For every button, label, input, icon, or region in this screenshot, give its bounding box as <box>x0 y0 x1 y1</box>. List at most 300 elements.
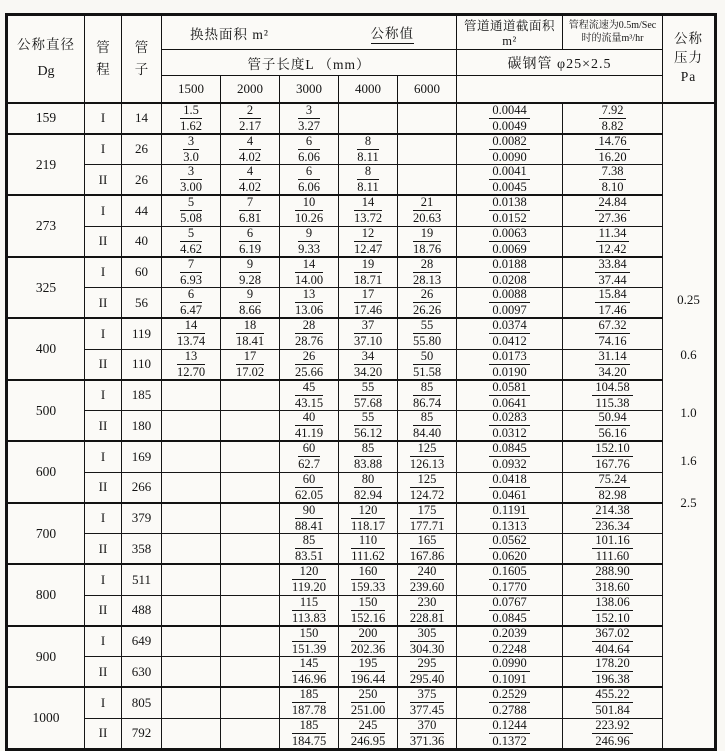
actual-number: 37.44 <box>598 272 627 287</box>
fraction-value <box>292 688 326 717</box>
actual-number: 113.83 <box>292 610 326 625</box>
fraction-value <box>292 627 326 656</box>
table-row-273-II <box>7 226 716 257</box>
fraction-value <box>592 381 632 410</box>
actual-number: 119.20 <box>292 580 326 595</box>
cell-area-3000 <box>280 657 339 688</box>
actual-number: 13.72 <box>353 211 383 226</box>
table-row-900-II <box>7 657 716 688</box>
actual-number: 28.13 <box>412 272 442 287</box>
actual-number: 0.0312 <box>492 426 527 441</box>
actual-number: 0.1770 <box>492 580 527 595</box>
cell-area-1500 <box>162 380 221 411</box>
nominal-number: 17 <box>236 350 264 365</box>
table-row-325-II <box>7 288 716 319</box>
actual-number: 83.88 <box>353 457 383 472</box>
actual-number: 1.62 <box>180 118 202 133</box>
actual-number: 51.58 <box>412 364 442 379</box>
fraction-value <box>413 227 441 256</box>
nominal-number: 6 <box>298 135 320 150</box>
nominal-number: 160 <box>351 565 385 580</box>
fraction-value <box>410 442 444 471</box>
actual-number: 2.17 <box>239 118 261 133</box>
cell-area-3000 <box>280 257 339 288</box>
actual-number: 6.06 <box>298 180 320 195</box>
cell-area-6000 <box>398 564 457 595</box>
fraction-value <box>239 104 261 133</box>
fraction-value <box>351 565 385 594</box>
header-channel-area: 管道通道截面积m² <box>457 15 563 50</box>
cell-channel-area <box>457 165 563 196</box>
fraction-value <box>599 165 627 194</box>
fraction-value <box>239 288 261 317</box>
fraction-value <box>292 596 326 625</box>
actual-number: 13.06 <box>294 303 324 318</box>
nominal-number: 120 <box>351 504 385 519</box>
pressure-label-line3: Pa <box>680 69 697 85</box>
actual-number: 5.08 <box>180 211 202 226</box>
cell-flow-rate <box>563 165 663 196</box>
actual-number: 151.39 <box>291 641 327 656</box>
table-row-700-I <box>7 503 716 534</box>
cell-area-4000 <box>339 657 398 688</box>
cell-diameter-900: 900 <box>7 626 85 688</box>
cell-area-4000 <box>339 257 398 288</box>
actual-number: 0.0097 <box>492 303 527 318</box>
nominal-number: 14 <box>354 196 382 211</box>
nominal-number: 14 <box>177 319 205 334</box>
table-row-700-II <box>7 534 716 565</box>
fraction-value <box>489 258 529 287</box>
fraction-value <box>489 473 529 502</box>
fraction-value <box>295 504 323 533</box>
fraction-value <box>354 473 382 502</box>
fraction-value <box>236 350 264 379</box>
cell-diameter-325: 325 <box>7 257 85 319</box>
nominal-number: 288.90 <box>592 565 632 580</box>
cell-area-2000 <box>221 534 280 565</box>
actual-number: 8.66 <box>239 303 261 318</box>
nominal-number: 90 <box>295 504 323 519</box>
cell-area-1500 <box>162 318 221 349</box>
cell-channel-area <box>457 288 563 319</box>
pressure-value-2.5: 2.5 <box>680 494 697 510</box>
fraction-value <box>183 135 199 164</box>
fraction-value <box>354 258 382 287</box>
fraction-value <box>413 381 441 410</box>
fraction-value <box>413 411 441 440</box>
actual-number: 146.96 <box>291 672 327 687</box>
actual-number: 0.0932 <box>492 457 527 472</box>
fraction-value <box>354 442 382 471</box>
heat-area-label: 换热面积 m² <box>190 26 269 42</box>
actual-number: 404.64 <box>595 641 630 656</box>
nominal-number: 0.0063 <box>489 227 529 242</box>
fraction-value <box>592 504 632 533</box>
actual-number: 4.62 <box>180 241 202 256</box>
fraction-value <box>489 381 529 410</box>
actual-number: 118.17 <box>351 518 385 533</box>
actual-number: 74.16 <box>598 334 627 349</box>
header-nominal-pressure <box>663 15 716 103</box>
nominal-number: 9 <box>239 258 261 273</box>
cell-area-2000 <box>221 103 280 134</box>
actual-number: 167.76 <box>595 457 630 472</box>
cell-area-6000 <box>398 718 457 749</box>
fraction-value <box>357 135 378 164</box>
actual-number: 0.0412 <box>492 334 527 349</box>
cell-area-1500 <box>162 165 221 196</box>
actual-number: 62.7 <box>298 457 320 472</box>
cell-flow-rate <box>563 226 663 257</box>
cell-area-2000 <box>221 134 280 165</box>
nominal-number: 8 <box>357 135 378 150</box>
cell-area-6000 <box>398 411 457 442</box>
header-nominal-diameter <box>7 15 85 103</box>
actual-number: 82.94 <box>353 487 383 502</box>
actual-number: 34.20 <box>598 364 627 379</box>
actual-number: 6.19 <box>239 241 261 256</box>
fraction-value <box>592 657 632 686</box>
fraction-value <box>351 688 385 717</box>
nominal-number: 28 <box>413 258 441 273</box>
actual-number: 126.13 <box>409 457 445 472</box>
cell-area-4000 <box>339 195 398 226</box>
actual-number: 377.45 <box>409 703 445 718</box>
cell-flow-rate <box>563 503 663 534</box>
cell-area-2000 <box>221 564 280 595</box>
actual-number: 0.0461 <box>492 487 527 502</box>
cell-pass: I <box>85 134 122 165</box>
fraction-value <box>595 135 629 164</box>
cell-pass: II <box>85 595 122 626</box>
cell-tube-count: 488 <box>122 595 162 626</box>
actual-number: 0.0069 <box>492 241 527 256</box>
actual-number: 14.00 <box>294 272 324 287</box>
actual-number: 55.80 <box>412 334 442 349</box>
cell-area-3000 <box>280 472 339 503</box>
cell-pass: I <box>85 103 122 134</box>
actual-number: 4.02 <box>239 180 261 195</box>
nominal-number: 10 <box>295 196 323 211</box>
actual-number: 8.82 <box>601 118 624 133</box>
actual-number: 0.1091 <box>492 672 527 687</box>
cell-area-4000 <box>339 534 398 565</box>
pressure-column <box>663 103 716 750</box>
actual-number: 124.72 <box>409 487 445 502</box>
fraction-value <box>354 288 382 317</box>
cell-pass: II <box>85 226 122 257</box>
cell-area-1500 <box>162 195 221 226</box>
cell-channel-area <box>457 534 563 565</box>
nominal-number: 85 <box>413 411 441 426</box>
nominal-number: 145 <box>292 657 326 672</box>
cell-area-3000 <box>280 595 339 626</box>
cell-pass: II <box>85 718 122 749</box>
nominal-number: 17 <box>354 288 382 303</box>
header-length-2000: 2000 <box>221 76 280 103</box>
table-row-800-I <box>7 564 716 595</box>
actual-number: 0.0152 <box>492 211 527 226</box>
actual-number: 501.84 <box>595 703 630 718</box>
header-tube-count: 管 子 <box>122 15 162 103</box>
fraction-value <box>180 165 202 194</box>
nominal-number: 1.5 <box>180 104 202 119</box>
actual-number: 318.60 <box>595 580 630 595</box>
actual-number: 3.27 <box>298 118 320 133</box>
actual-number: 0.0641 <box>492 395 527 410</box>
fraction-value <box>410 719 444 748</box>
actual-number: 28.76 <box>294 334 324 349</box>
header-heat-area <box>162 15 457 50</box>
nominal-number: 40 <box>295 411 323 426</box>
header-flow-rate <box>563 15 663 50</box>
cell-channel-area <box>457 472 563 503</box>
table-row-800-II <box>7 595 716 626</box>
cell-pass: I <box>85 318 122 349</box>
cell-area-2000 <box>221 349 280 380</box>
actual-number: 8.11 <box>357 180 379 195</box>
cell-area-6000 <box>398 103 457 134</box>
nominal-number: 110 <box>351 534 384 549</box>
fraction-value <box>351 504 385 533</box>
cell-pass: I <box>85 687 122 718</box>
fraction-value <box>410 473 444 502</box>
nominal-number: 104.58 <box>592 381 632 396</box>
cell-channel-area <box>457 564 563 595</box>
pressure-value-1.0: 1.0 <box>680 404 697 420</box>
actual-number: 0.0620 <box>492 549 527 564</box>
nominal-number: 367.02 <box>592 627 632 642</box>
cell-area-4000 <box>339 288 398 319</box>
actual-number: 177.71 <box>409 518 445 533</box>
actual-number: 17.46 <box>598 303 627 318</box>
cell-channel-area <box>457 441 563 472</box>
cell-tube-count: 379 <box>122 503 162 534</box>
nominal-number: 85 <box>413 381 441 396</box>
fraction-value <box>292 565 326 594</box>
actual-number: 6.93 <box>180 272 202 287</box>
actual-number: 0.1313 <box>492 518 527 533</box>
actual-number: 57.68 <box>353 395 383 410</box>
actual-number: 8.10 <box>601 180 624 195</box>
fraction-value <box>180 104 202 133</box>
header-tube-pass: 管 程 <box>85 15 122 103</box>
nominal-number: 165 <box>410 534 444 549</box>
cell-channel-area <box>457 687 563 718</box>
cell-channel-area <box>457 226 563 257</box>
nominal-number: 55 <box>354 411 382 426</box>
nominal-number: 6 <box>180 288 202 303</box>
cell-area-2000 <box>221 165 280 196</box>
fraction-value <box>180 196 202 225</box>
nominal-number: 0.0283 <box>489 411 529 426</box>
nominal-number: 45 <box>295 381 323 396</box>
actual-number: 196.38 <box>595 672 630 687</box>
actual-number: 0.0045 <box>492 180 527 195</box>
fraction-value <box>489 319 529 348</box>
fraction-value <box>354 227 382 256</box>
cell-channel-area <box>457 195 563 226</box>
cell-area-3000 <box>280 564 339 595</box>
cell-area-6000 <box>398 534 457 565</box>
cell-tube-count: 649 <box>122 626 162 657</box>
cell-pass: I <box>85 380 122 411</box>
fraction-value <box>354 319 382 348</box>
cell-area-3000 <box>280 687 339 718</box>
nominal-number: 150 <box>351 596 385 611</box>
nominal-number: 5 <box>180 227 202 242</box>
actual-number: 84.40 <box>412 426 442 441</box>
nominal-number: 13 <box>295 288 323 303</box>
actual-number: 6.47 <box>180 303 202 318</box>
table-row-325-I <box>7 257 716 288</box>
cell-area-4000 <box>339 564 398 595</box>
actual-number: 304.30 <box>409 641 445 656</box>
nominal-number: 120 <box>292 565 326 580</box>
actual-number: 43.15 <box>294 395 324 410</box>
cell-area-1500 <box>162 103 221 134</box>
cell-area-1500 <box>162 441 221 472</box>
fraction-value <box>295 381 323 410</box>
cell-pass: I <box>85 441 122 472</box>
fraction-value <box>489 135 529 164</box>
fraction-value <box>489 288 529 317</box>
cell-area-1500 <box>162 564 221 595</box>
cell-flow-rate <box>563 195 663 226</box>
cell-diameter-1000: 1000 <box>7 687 85 749</box>
actual-number: 115.38 <box>595 395 630 410</box>
cell-channel-area <box>457 134 563 165</box>
fraction-value <box>592 596 632 625</box>
nominal-number: 0.1244 <box>489 719 529 734</box>
cell-tube-count: 792 <box>122 718 162 749</box>
fraction-value <box>177 350 205 379</box>
actual-number: 12.42 <box>598 241 627 256</box>
cell-area-3000 <box>280 380 339 411</box>
table-row-159-I <box>7 103 716 134</box>
fraction-value <box>592 688 632 717</box>
table-row-219-II <box>7 165 716 196</box>
cell-area-1500 <box>162 718 221 749</box>
actual-number: 83.51 <box>294 549 324 564</box>
cell-area-1500 <box>162 257 221 288</box>
cell-tube-count: 110 <box>122 349 162 380</box>
actual-number: 152.10 <box>595 610 630 625</box>
nominal-number: 60 <box>295 473 323 488</box>
nominal-number: 7 <box>180 258 202 273</box>
fraction-value <box>489 227 529 256</box>
nominal-number: 26 <box>295 350 323 365</box>
actual-number: 152.16 <box>350 610 386 625</box>
nominal-number: 3 <box>180 165 202 180</box>
cell-area-6000 <box>398 257 457 288</box>
cell-area-4000 <box>339 411 398 442</box>
fraction-value <box>595 196 629 225</box>
nominal-number: 0.0990 <box>489 657 529 672</box>
cell-tube-count: 26 <box>122 165 162 196</box>
flow-rate-label-line1: 管程流速为0.5m/Sec <box>568 20 657 31</box>
cell-tube-count: 805 <box>122 687 162 718</box>
cell-tube-count: 119 <box>122 318 162 349</box>
cell-tube-count: 185 <box>122 380 162 411</box>
nominal-number: 0.0082 <box>489 135 529 150</box>
nominal-number: 152.10 <box>592 442 632 457</box>
cell-pass: II <box>85 657 122 688</box>
actual-number: 0.1372 <box>492 733 527 748</box>
actual-number: 10.26 <box>294 211 324 226</box>
cell-area-4000 <box>339 626 398 657</box>
cell-tube-count: 180 <box>122 411 162 442</box>
cell-area-2000 <box>221 441 280 472</box>
cell-diameter-800: 800 <box>7 564 85 626</box>
nominal-number: 0.2529 <box>489 688 529 703</box>
cell-flow-rate <box>563 687 663 718</box>
fraction-value <box>413 196 441 225</box>
cell-flow-rate <box>563 288 663 319</box>
fraction-value <box>489 442 529 471</box>
cell-area-1500 <box>162 226 221 257</box>
table-row-400-II <box>7 349 716 380</box>
cell-area-6000 <box>398 626 457 657</box>
nominal-number: 67.32 <box>595 319 629 334</box>
fraction-value <box>295 258 323 287</box>
cell-pass: I <box>85 257 122 288</box>
actual-number: 167.86 <box>409 549 445 564</box>
table-row-1000-I <box>7 687 716 718</box>
fraction-value <box>295 319 323 348</box>
nominal-number: 200 <box>351 627 385 642</box>
table-row-900-I <box>7 626 716 657</box>
fraction-value <box>298 135 320 164</box>
nominal-number: 9 <box>239 288 261 303</box>
fraction-value <box>413 288 441 317</box>
cell-area-3000 <box>280 318 339 349</box>
cell-diameter-700: 700 <box>7 503 85 565</box>
header-steel-spacer <box>457 76 663 103</box>
cell-pass: I <box>85 503 122 534</box>
header-nominal-diameter-label: 公称直径 <box>17 36 75 52</box>
cell-area-6000 <box>398 595 457 626</box>
actual-number: 4.02 <box>239 149 261 164</box>
actual-number: 16.20 <box>598 149 627 164</box>
cell-area-1500 <box>162 595 221 626</box>
pressure-value-0.6: 0.6 <box>680 346 697 362</box>
nominal-number: 85 <box>295 534 323 549</box>
cell-area-3000 <box>280 195 339 226</box>
cell-area-1500 <box>162 411 221 442</box>
cell-tube-count: 169 <box>122 441 162 472</box>
cell-flow-rate <box>563 595 663 626</box>
actual-number: 0.0049 <box>492 118 527 133</box>
cell-pass: II <box>85 349 122 380</box>
table-row-600-I <box>7 441 716 472</box>
actual-number: 12.47 <box>353 241 383 256</box>
cell-area-1500 <box>162 472 221 503</box>
actual-number: 37.10 <box>353 334 383 349</box>
cell-tube-count: 266 <box>122 472 162 503</box>
cell-diameter-273: 273 <box>7 195 85 257</box>
actual-number: 295.40 <box>409 672 445 687</box>
fraction-value <box>592 565 632 594</box>
cell-tube-count: 14 <box>122 103 162 134</box>
cell-area-4000 <box>339 380 398 411</box>
cell-area-1500 <box>162 657 221 688</box>
actual-number: 62.05 <box>294 487 324 502</box>
nominal-number: 12 <box>354 227 382 242</box>
fraction-value <box>592 627 632 656</box>
fraction-value <box>413 258 441 287</box>
